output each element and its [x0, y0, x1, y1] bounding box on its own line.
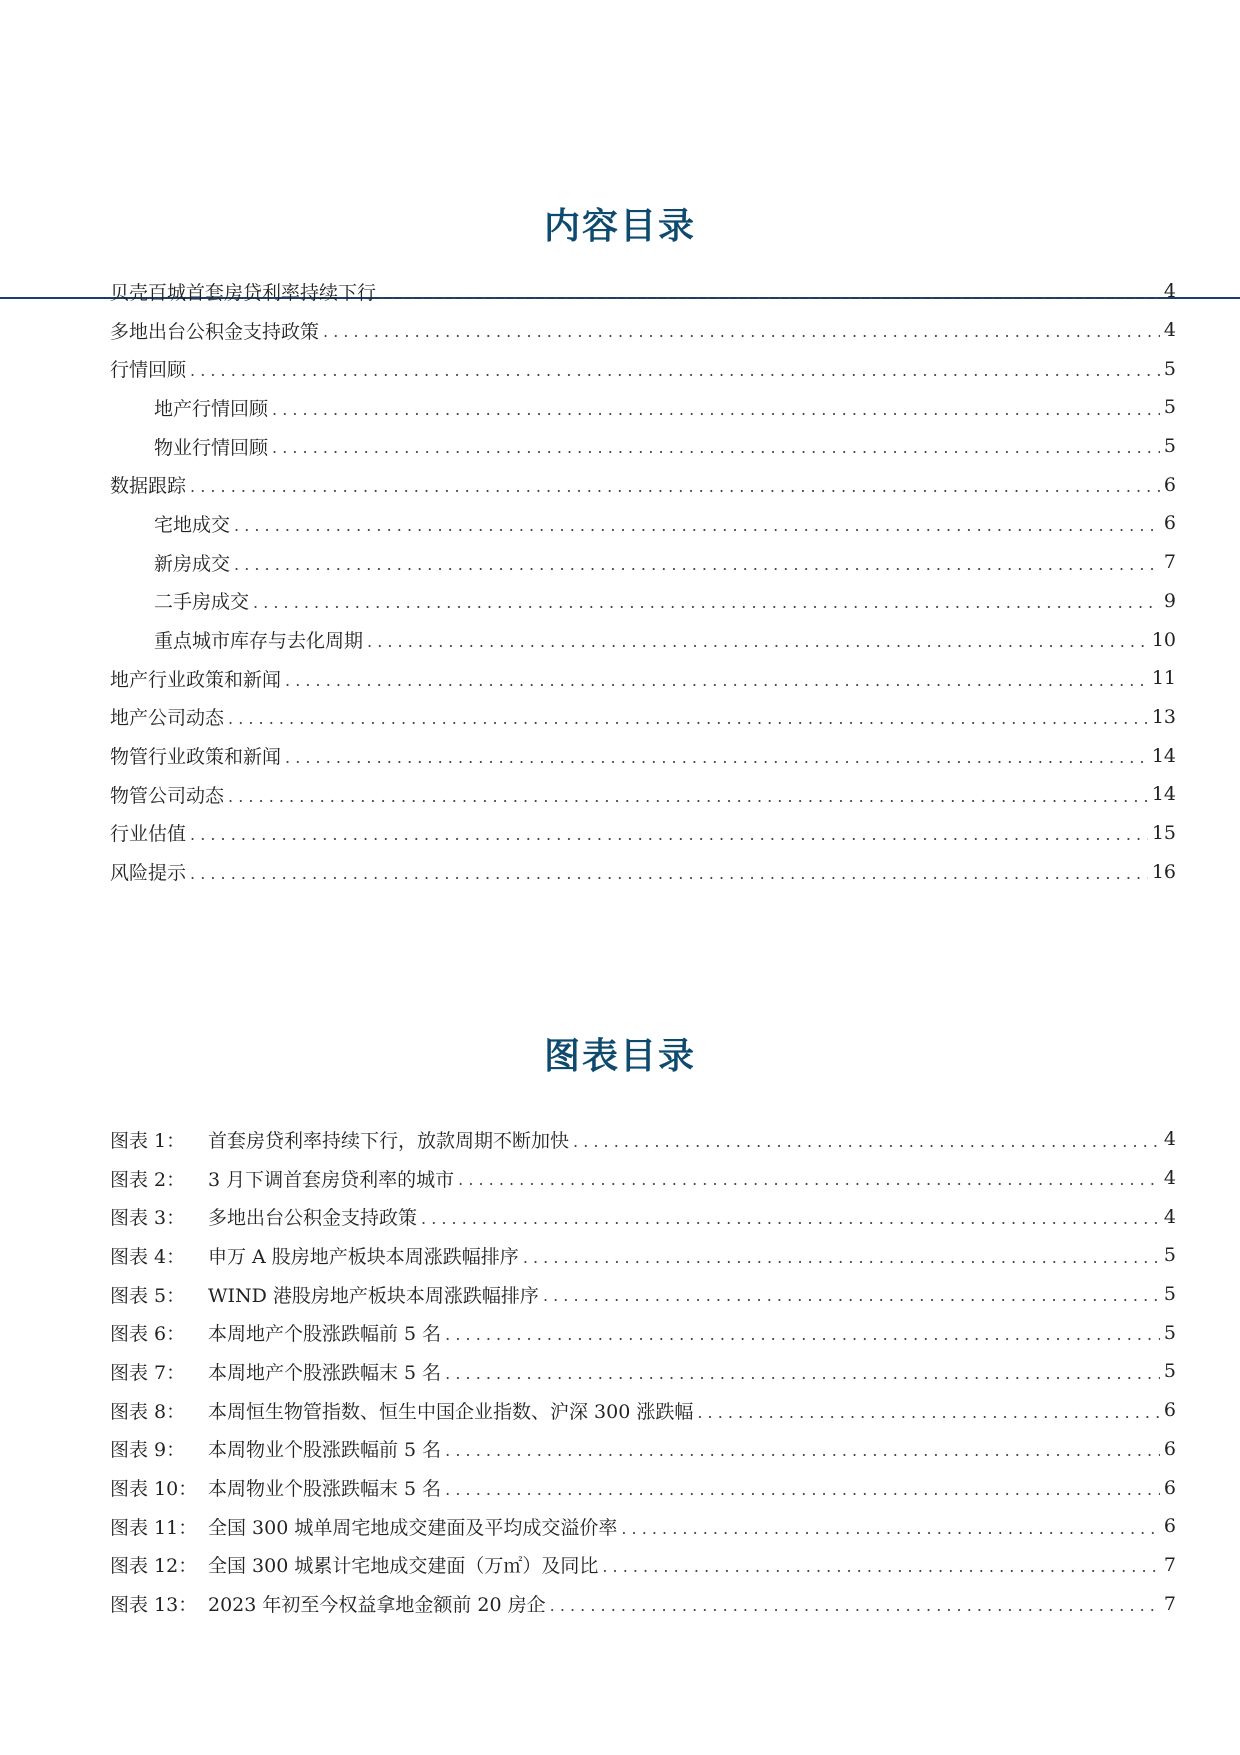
dot-leader	[190, 825, 1148, 852]
entry-text	[110, 1435, 441, 1462]
dot-leader	[621, 1519, 1160, 1546]
toc-list	[110, 272, 1176, 891]
figure-entry[interactable]	[110, 1391, 1176, 1430]
entry-text: 多地出台公积金支持政策	[110, 320, 320, 343]
toc-title: 内容目录	[543, 206, 696, 247]
entry-text: 数据跟踪	[110, 475, 187, 498]
page-number: 5	[1163, 396, 1176, 419]
figure-label: 图表 9：	[110, 1439, 186, 1462]
toc-entry[interactable]	[110, 620, 1176, 659]
figure-entry[interactable]	[110, 1352, 1176, 1391]
entry-text: 地产行情回顾	[154, 397, 269, 420]
toc-entry[interactable]	[110, 349, 1176, 388]
figure-list-title: 图表目录	[543, 1036, 696, 1077]
entry-text	[110, 1513, 617, 1540]
figure-label: 图表 8：	[110, 1400, 186, 1423]
entry-text: 贝壳百城首套房贷利率持续下行	[110, 281, 377, 304]
figure-entry[interactable]	[110, 1507, 1176, 1546]
page-number: 5	[1163, 1244, 1176, 1267]
page-number: 6	[1163, 1437, 1176, 1460]
entry-text: 新房成交	[154, 552, 231, 575]
page-number: 5	[1163, 1283, 1176, 1306]
figure-caption: 本周物业个股涨跌幅末 5 名	[208, 1478, 442, 1501]
dot-leader	[543, 1286, 1160, 1313]
toc-entry[interactable]	[110, 582, 1176, 621]
page-number: 6	[1163, 473, 1176, 496]
page-number: 4	[1163, 280, 1176, 303]
figure-caption: 2023 年初至今权益拿地金额前 20 房企	[208, 1594, 546, 1617]
page-number: 4	[1163, 1205, 1176, 1228]
entry-text: 物管行业政策和新闻	[110, 746, 282, 769]
entry-text: 行业估值	[110, 823, 187, 846]
dot-leader	[190, 361, 1160, 388]
page-number: 7	[1163, 551, 1176, 574]
figure-list	[110, 1120, 1176, 1623]
toc-entry[interactable]	[110, 659, 1176, 698]
dot-leader	[190, 864, 1148, 891]
page-number: 14	[1151, 744, 1176, 767]
dot-leader	[367, 632, 1148, 659]
page-number: 11	[1151, 667, 1176, 690]
entry-text: 物管公司动态	[110, 784, 225, 807]
toc-entry[interactable]	[110, 698, 1176, 737]
entry-text: 行情回顾	[110, 359, 187, 382]
figure-label: 图表 11：	[110, 1516, 198, 1539]
figure-label: 图表 5：	[110, 1284, 186, 1307]
toc-entry[interactable]	[110, 427, 1176, 466]
figure-caption: 多地出台公积金支持政策	[208, 1207, 418, 1230]
figure-entry[interactable]	[110, 1584, 1176, 1623]
entry-text: 重点城市库存与去化周期	[154, 630, 364, 653]
dot-leader	[445, 1441, 1160, 1468]
entry-text	[110, 1242, 519, 1269]
figure-label: 图表 3：	[110, 1207, 186, 1230]
entry-text	[110, 1590, 546, 1617]
entry-text: 地产行业政策和新闻	[110, 668, 282, 691]
page-number: 6	[1163, 1399, 1176, 1422]
entry-text	[110, 1358, 441, 1385]
dot-leader	[421, 1209, 1160, 1236]
page-number: 9	[1163, 589, 1176, 612]
page-number: 4	[1163, 1128, 1176, 1151]
figure-label: 图表 4：	[110, 1245, 186, 1268]
dot-leader	[445, 1325, 1160, 1352]
page-number: 14	[1151, 783, 1176, 806]
figure-label: 图表 2：	[110, 1168, 186, 1191]
figure-caption: 全国 300 城单周宅地成交建面及平均成交溢价率	[208, 1516, 618, 1539]
dot-leader	[234, 516, 1160, 543]
figure-caption: 首套房贷利率持续下行，放款周期不断加快	[208, 1129, 570, 1152]
dot-leader	[445, 1480, 1160, 1507]
dot-leader	[697, 1403, 1160, 1430]
page-number: 7	[1163, 1592, 1176, 1615]
toc-entry[interactable]	[110, 465, 1176, 504]
entry-text	[110, 1165, 454, 1192]
figure-label: 图表 13：	[110, 1594, 198, 1617]
entry-text	[110, 1474, 441, 1501]
dot-leader	[323, 322, 1160, 349]
figure-entry[interactable]	[110, 1236, 1176, 1275]
dot-leader	[523, 1248, 1160, 1275]
figure-entry[interactable]	[110, 1159, 1176, 1198]
entry-text	[110, 1319, 441, 1346]
dot-leader	[550, 1596, 1160, 1623]
toc-entry[interactable]	[110, 543, 1176, 582]
page-number: 10	[1151, 628, 1176, 651]
dot-leader	[272, 400, 1160, 427]
dot-leader	[272, 438, 1160, 465]
entry-text	[110, 1551, 598, 1578]
figure-entry[interactable]	[110, 1275, 1176, 1314]
entry-text: 二手房成交	[154, 591, 250, 614]
toc-entry[interactable]	[110, 504, 1176, 543]
toc-entry[interactable]	[110, 388, 1176, 427]
figure-caption: WIND 港股房地产板块本周涨跌幅排序	[208, 1284, 539, 1307]
figure-entry[interactable]	[110, 1197, 1176, 1236]
figure-caption: 3 月下调首套房贷利率的城市	[208, 1168, 455, 1191]
figure-caption: 本周地产个股涨跌幅前 5 名	[208, 1323, 442, 1346]
dot-leader	[285, 748, 1148, 775]
toc-entry[interactable]	[110, 852, 1176, 891]
dot-leader	[573, 1132, 1160, 1159]
page-number: 5	[1163, 357, 1176, 380]
dot-leader	[228, 709, 1148, 736]
figure-caption: 本周地产个股涨跌幅末 5 名	[208, 1361, 442, 1384]
figure-entry[interactable]	[110, 1430, 1176, 1469]
toc-entry[interactable]	[110, 311, 1176, 350]
figure-entry[interactable]	[110, 1120, 1176, 1159]
figure-caption: 全国 300 城累计宅地成交建面（万㎡）及同比	[208, 1555, 599, 1578]
figure-label: 图表 7：	[110, 1361, 186, 1384]
page-number: 5	[1163, 1321, 1176, 1344]
figure-label: 图表 12：	[110, 1555, 198, 1578]
dot-leader	[380, 284, 1160, 311]
dot-leader	[602, 1557, 1160, 1584]
figure-caption: 本周恒生物管指数、恒生中国企业指数、沪深 300 涨跌幅	[208, 1400, 694, 1423]
page-number: 6	[1163, 1476, 1176, 1499]
entry-text	[110, 1397, 693, 1424]
entry-text: 宅地成交	[154, 513, 231, 536]
toc-entry[interactable]	[110, 775, 1176, 814]
dot-leader	[234, 555, 1160, 582]
page-number: 13	[1151, 705, 1176, 728]
page-number: 6	[1163, 512, 1176, 535]
page-number: 16	[1151, 860, 1176, 883]
figure-label: 图表 6：	[110, 1323, 186, 1346]
figure-label: 图表 1：	[110, 1129, 186, 1152]
dot-leader	[253, 593, 1160, 620]
dot-leader	[458, 1170, 1160, 1197]
entry-text	[110, 1281, 539, 1308]
toc-entry[interactable]	[110, 272, 1176, 311]
dot-leader	[285, 671, 1148, 698]
dot-leader	[228, 787, 1148, 814]
page-number: 5	[1163, 435, 1176, 458]
entry-text: 风险提示	[110, 862, 187, 885]
page-number: 6	[1163, 1515, 1176, 1538]
figure-caption: 本周物业个股涨跌幅前 5 名	[208, 1439, 442, 1462]
toc-entry[interactable]	[110, 736, 1176, 775]
entry-text: 物业行情回顾	[154, 436, 269, 459]
figure-entry[interactable]	[110, 1468, 1176, 1507]
entry-text	[110, 1203, 417, 1230]
page-number: 5	[1163, 1360, 1176, 1383]
page-number: 4	[1163, 1167, 1176, 1190]
figure-entry[interactable]	[110, 1546, 1176, 1585]
entry-text: 地产公司动态	[110, 707, 225, 730]
toc-entry[interactable]	[110, 814, 1176, 853]
page-number: 4	[1163, 319, 1176, 342]
figure-caption: 申万 A 股房地产板块本周涨跌幅排序	[208, 1245, 519, 1268]
page-number: 7	[1163, 1553, 1176, 1576]
page-number: 15	[1151, 821, 1176, 844]
figure-entry[interactable]	[110, 1313, 1176, 1352]
dot-leader	[190, 477, 1160, 504]
dot-leader	[445, 1364, 1160, 1391]
entry-text	[110, 1126, 569, 1153]
figure-label: 图表 10：	[110, 1478, 198, 1501]
